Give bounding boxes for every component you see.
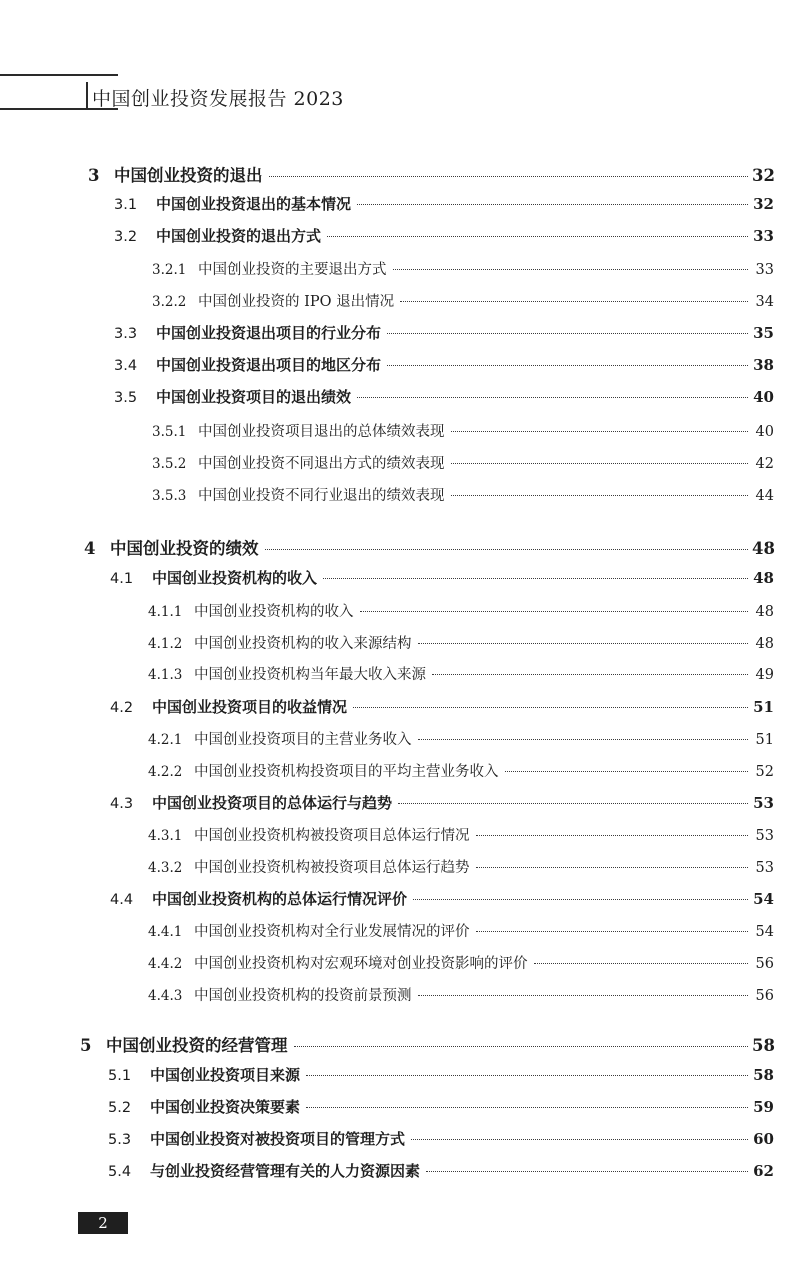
toc-entry-number: 3.5.1: [152, 424, 187, 440]
toc-dot-leader: [357, 204, 748, 205]
toc-entry-page: 49: [755, 667, 774, 683]
toc-dot-leader: [432, 674, 748, 675]
toc-entry-number: 4.1.1: [148, 604, 183, 620]
toc-dot-leader: [418, 739, 749, 740]
page-number: 2: [78, 1212, 128, 1234]
toc-entry-number: 5.1: [108, 1068, 132, 1084]
toc-entry-number: 3.1: [114, 197, 138, 213]
toc-entry[interactable]: [84, 535, 774, 559]
toc-dot-leader: [476, 867, 749, 868]
toc-entry[interactable]: [148, 952, 774, 973]
running-header-title: 中国创业投资发展报告 2023: [92, 88, 344, 110]
toc-dot-leader: [476, 931, 749, 932]
toc-entry[interactable]: [152, 484, 774, 505]
toc-entry-number: 3: [88, 166, 100, 185]
toc-entry[interactable]: [152, 420, 774, 441]
toc-entry-title: 与创业投资经营管理有关的人力资源因素: [150, 1162, 421, 1180]
toc-entry-title: 中国创业投资项目的收益情况: [152, 698, 348, 716]
toc-dot-leader: [306, 1075, 748, 1076]
toc-dot-leader: [398, 803, 748, 804]
toc-entry-page: 33: [753, 227, 774, 245]
toc-entry-title: 中国创业投资机构投资项目的平均主营业务收入: [194, 764, 499, 780]
toc-entry[interactable]: [148, 824, 774, 845]
toc-entry-page: 52: [755, 764, 774, 780]
toc-dot-leader: [451, 495, 749, 496]
toc-dot-leader: [265, 549, 749, 550]
toc-dot-leader: [360, 611, 749, 612]
toc-entry-number: 5.3: [108, 1132, 132, 1148]
toc-entry[interactable]: [80, 1032, 774, 1056]
toc-entry-page: 33: [755, 262, 774, 278]
toc-entry[interactable]: [148, 984, 774, 1005]
toc-entry-page: 32: [752, 166, 775, 185]
toc-entry-number: 4.2.2: [148, 764, 183, 780]
toc-entry-number: 4.2: [110, 700, 134, 716]
toc-entry-page: 58: [753, 1066, 774, 1084]
toc-dot-leader: [411, 1139, 748, 1140]
toc-entry-number: 3.2.1: [152, 262, 187, 278]
toc-entry-title: 中国创业投资项目来源: [150, 1066, 301, 1084]
toc-entry-page: 53: [755, 828, 774, 844]
toc-entry-page: 34: [755, 294, 774, 310]
toc-entry-title: 中国创业投资机构被投资项目总体运行趋势: [194, 860, 470, 876]
toc-dot-leader: [451, 463, 749, 464]
toc-entry-page: 62: [753, 1162, 774, 1180]
toc-entry-page: 60: [753, 1130, 774, 1148]
toc-entry[interactable]: [110, 792, 774, 813]
toc-entry-title: 中国创业投资的主要退出方式: [198, 262, 387, 278]
toc-dot-leader: [353, 707, 748, 708]
toc-dot-leader: [269, 176, 749, 177]
toc-entry-title: 中国创业投资机构的总体运行情况评价: [152, 890, 408, 908]
toc-entry-number: 4.3.2: [148, 860, 183, 876]
toc-dot-leader: [476, 835, 749, 836]
toc-entry-page: 44: [755, 488, 774, 504]
toc-dot-leader: [306, 1107, 748, 1108]
toc-entry-title: 中国创业投资项目的主营业务收入: [194, 732, 412, 748]
toc-dot-leader: [426, 1171, 748, 1172]
toc-entry-page: 51: [753, 698, 774, 716]
toc-entry-page: 56: [755, 988, 774, 1004]
toc-entry[interactable]: [108, 1128, 774, 1149]
toc-entry-number: 4.2.1: [148, 732, 183, 748]
toc-entry-page: 48: [755, 636, 774, 652]
toc-entry-title: 中国创业投资机构对全行业发展情况的评价: [194, 924, 470, 940]
toc-entry-number: 5: [80, 1036, 92, 1055]
toc-entry-page: 54: [753, 890, 774, 908]
toc-dot-leader: [534, 963, 749, 964]
toc-entry-page: 53: [755, 860, 774, 876]
toc-entry-number: 3.5.3: [152, 488, 187, 504]
toc-entry-title: 中国创业投资退出项目的地区分布: [156, 356, 382, 374]
toc-entry[interactable]: [152, 258, 774, 279]
toc-entry-title: 中国创业投资机构对宏观环境对创业投资影响的评价: [194, 956, 528, 972]
toc-dot-leader: [387, 365, 748, 366]
toc-entry-page: 48: [753, 569, 774, 587]
toc-entry-page: 42: [755, 456, 774, 472]
toc-entry-title: 中国创业投资的经营管理: [106, 1036, 288, 1055]
toc-entry-title: 中国创业投资的 IPO 退出情况: [198, 294, 395, 310]
toc-entry-number: 4.3.1: [148, 828, 183, 844]
toc-entry-title: 中国创业投资机构被投资项目总体运行情况: [194, 828, 470, 844]
toc-entry-title: 中国创业投资对被投资项目的管理方式: [150, 1130, 406, 1148]
toc-entry[interactable]: [152, 290, 774, 311]
toc-dot-leader: [413, 899, 748, 900]
toc-dot-leader: [418, 643, 749, 644]
toc-entry[interactable]: [88, 162, 774, 186]
toc-entry[interactable]: [148, 600, 774, 621]
toc-entry[interactable]: [148, 632, 774, 653]
toc-entry-title: 中国创业投资机构当年最大收入来源: [194, 667, 426, 683]
toc-entry-page: 32: [753, 195, 774, 213]
toc-entry-title: 中国创业投资不同退出方式的绩效表现: [198, 456, 445, 472]
toc-entry-number: 4.4.3: [148, 988, 183, 1004]
toc-entry[interactable]: [114, 322, 774, 343]
toc-entry-number: 4.1: [110, 571, 134, 587]
toc-entry-page: 40: [753, 388, 774, 406]
toc-entry-page: 54: [755, 924, 774, 940]
toc-entry-title: 中国创业投资机构的收入: [152, 569, 318, 587]
toc-entry-page: 48: [755, 604, 774, 620]
toc-entry-page: 59: [753, 1098, 774, 1116]
toc-entry-title: 中国创业投资机构的收入来源结构: [194, 636, 412, 652]
toc-dot-leader: [323, 578, 748, 579]
toc-entry[interactable]: [108, 1160, 774, 1181]
toc-entry[interactable]: [148, 728, 774, 749]
toc-entry[interactable]: [114, 193, 774, 214]
toc-entry-page: 40: [755, 424, 774, 440]
toc-entry-title: 中国创业投资项目退出的总体绩效表现: [198, 424, 445, 440]
toc-entry-page: 38: [753, 356, 774, 374]
toc-entry-page: 53: [753, 794, 774, 812]
toc-dot-leader: [505, 771, 749, 772]
toc-entry-number: 4.3: [110, 796, 134, 812]
header-divider: [86, 82, 88, 110]
toc-dot-leader: [294, 1046, 749, 1047]
toc-entry-number: 5.4: [108, 1164, 132, 1180]
toc-entry-page: 35: [753, 324, 774, 342]
toc-entry-title: 中国创业投资的退出: [114, 166, 263, 185]
toc-entry-number: 3.5: [114, 390, 138, 406]
toc-entry-title: 中国创业投资项目的总体运行与趋势: [152, 794, 393, 812]
toc-entry-page: 51: [755, 732, 774, 748]
toc-entry-title: 中国创业投资项目的退出绩效: [156, 388, 352, 406]
toc-entry[interactable]: [148, 856, 774, 877]
toc-entry-number: 3.2.2: [152, 294, 187, 310]
toc-entry[interactable]: [108, 1064, 774, 1085]
toc-entry-title: 中国创业投资决策要素: [150, 1098, 301, 1116]
toc-entry-number: 4.4.2: [148, 956, 183, 972]
toc-entry-number: 3.2: [114, 229, 138, 245]
toc-dot-leader: [357, 397, 748, 398]
toc-entry[interactable]: [110, 696, 774, 717]
toc-dot-leader: [418, 995, 749, 996]
toc-entry-page: 56: [755, 956, 774, 972]
toc-entry-title: 中国创业投资的退出方式: [156, 227, 322, 245]
toc-entry[interactable]: [148, 760, 774, 781]
toc-entry-number: 4.1.2: [148, 636, 183, 652]
toc-entry-page: 58: [752, 1036, 775, 1055]
toc-entry-title: 中国创业投资不同行业退出的绩效表现: [198, 488, 445, 504]
toc-entry-number: 3.3: [114, 326, 138, 342]
toc-entry[interactable]: [110, 888, 774, 909]
toc-dot-leader: [400, 301, 748, 302]
toc-entry[interactable]: [110, 567, 774, 588]
toc-entry-number: 3.5.2: [152, 456, 187, 472]
toc-entry-title: 中国创业投资退出的基本情况: [156, 195, 352, 213]
toc-entry-number: 4.4: [110, 892, 134, 908]
toc-entry-number: 3.4: [114, 358, 138, 374]
toc-dot-leader: [387, 333, 748, 334]
toc-dot-leader: [451, 431, 749, 432]
toc-entry-number: 4: [84, 539, 96, 558]
toc-entry[interactable]: [152, 452, 774, 473]
toc-entry[interactable]: [148, 663, 774, 684]
toc-entry-title: 中国创业投资的绩效: [110, 539, 259, 558]
toc-entry[interactable]: [114, 354, 774, 375]
toc-dot-leader: [393, 269, 749, 270]
toc-entry-title: 中国创业投资机构的收入: [194, 604, 354, 620]
toc-entry-title: 中国创业投资退出项目的行业分布: [156, 324, 382, 342]
toc-entry-title: 中国创业投资机构的投资前景预测: [194, 988, 412, 1004]
toc-entry[interactable]: [148, 920, 774, 941]
toc-entry-number: 4.1.3: [148, 667, 183, 683]
toc-entry-page: 48: [752, 539, 775, 558]
toc-entry[interactable]: [114, 386, 774, 407]
toc-entry[interactable]: [114, 225, 774, 246]
toc-entry[interactable]: [108, 1096, 774, 1117]
toc-entry-number: 5.2: [108, 1100, 132, 1116]
toc-entry-number: 4.4.1: [148, 924, 183, 940]
toc-dot-leader: [327, 236, 748, 237]
